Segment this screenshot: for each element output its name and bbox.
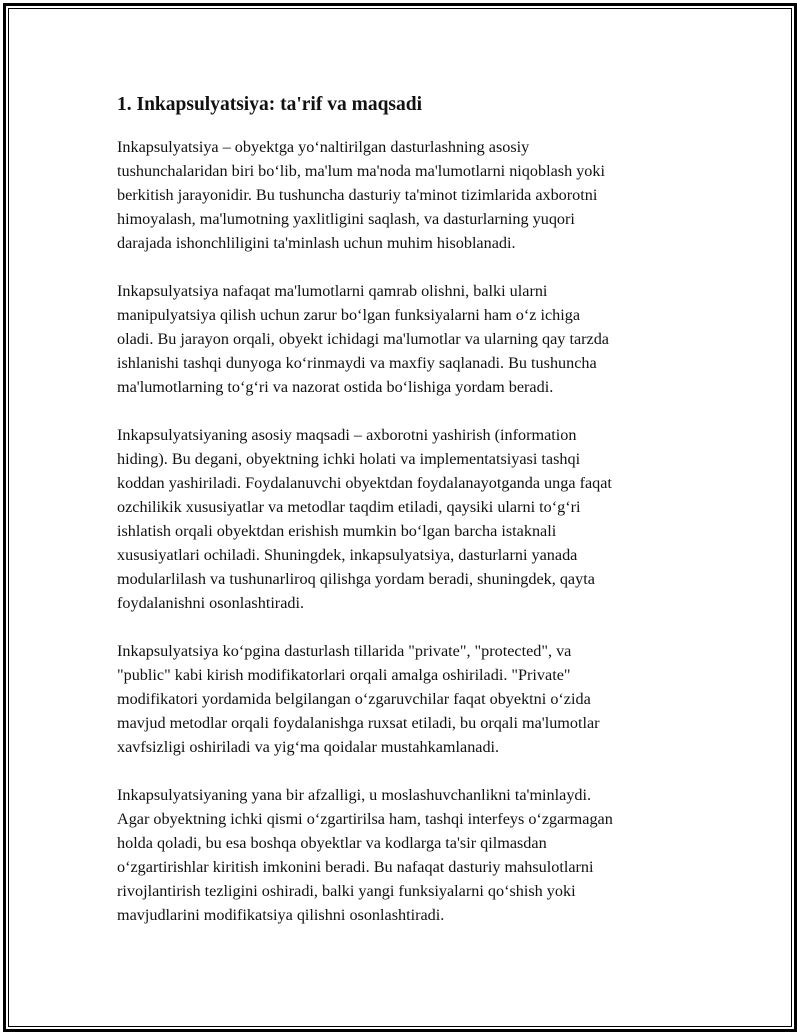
paragraph-flexibility: Inkapsulyatsiyaning yana bir afzalligi, u moslashuvchanlikni ta'minlaydi. Agar obyektning ichki qismi o‘zgartirilsa ham, tashqi interfeys o‘zgarmagan holda qoladi, bu esa boshqa obyektlar va kodlarga ta'sir qilmasdan o‘zgartirishlar kiritish imkonini beradi. Bu nafaqat dasturiy mahsulotlarni rivojlantirish tezligini oshiradi, balki yangi funksiyalarni qo‘shish yoki mavjudlarini modifikatsiya qilishni osonlashtiradi. xyxy=(117,786,613,924)
section-heading: 1. Inkapsulyatsiya: ta'rif va maqsadi xyxy=(117,94,423,115)
paragraph-purpose: Inkapsulyatsiyaning asosiy maqsadi – axborotni yashirish (information hiding). Bu degani, obyektning ichki holati va implementatsiyasi tashqi koddan yashiriladi. Foydalanuvchi obyektdan foydalanayotganda unga faqat ozchilikik xususiyatlar va metodlar taqdim etiladi, qaysiki ularni to‘g‘ri ishlatish orqali obyektdan erishish mumkin bo‘lgan barcha istaknali xususiyatlari ochiladi. Shuningdek, inkapsulyatsiya, dasturlarni yanada modularlilash va tushunarliroq qilishga yordam beradi, shuningdek, qayta foydalanishni osonlashtiradi. xyxy=(117,426,612,612)
paragraph-access-modifiers: Inkapsulyatsiya ko‘pgina dasturlash tillarida "private", "protected", va "public" kabi kirish modifikatorlari orqali amalga oshiriladi. "Private" modifikatori yordamida belgilangan o‘zgaruvchilar faqat obyektni o‘zida mavjud metodlar orqali foydalanishga ruxsat etiladi, bu orqali ma'lumotlar xavfsizligi oshiriladi va yig‘ma qoidalar mustahkamlanadi. xyxy=(117,642,600,756)
document-body xyxy=(117,92,697,951)
paragraph-scope: Inkapsulyatsiya nafaqat ma'lumotlarni qamrab olishni, balki ularni manipulyatsiya qilish uchun zarur bo‘lgan funksiyalarni ham o‘z ichiga oladi. Bu jarayon orqali, obyekt ichidagi ma'lumotlar va ularning qay tarzda ishlanishi tashqi dunyoga ko‘rinmaydi va maxfiy saqlanadi. Bu tushuncha ma'lumotlarning to‘g‘ri va nazorat ostida bo‘lishiga yordam beradi. xyxy=(117,282,609,396)
paragraph-definition: Inkapsulyatsiya – obyektga yo‘naltirilgan dasturlashning asosiy tushunchalaridan biri bo‘lib, ma'lum ma'noda ma'lumotlarni niqoblash yoki berkitish jarayonidir. Bu tushuncha dasturiy ta'minot tizimlarida axborotni himoyalash, ma'lumotning yaxlitligini saqlash, va dasturlarning yuqori darajada ishonchliligini ta'minlash uchun muhim hisoblanadi. xyxy=(117,138,605,252)
